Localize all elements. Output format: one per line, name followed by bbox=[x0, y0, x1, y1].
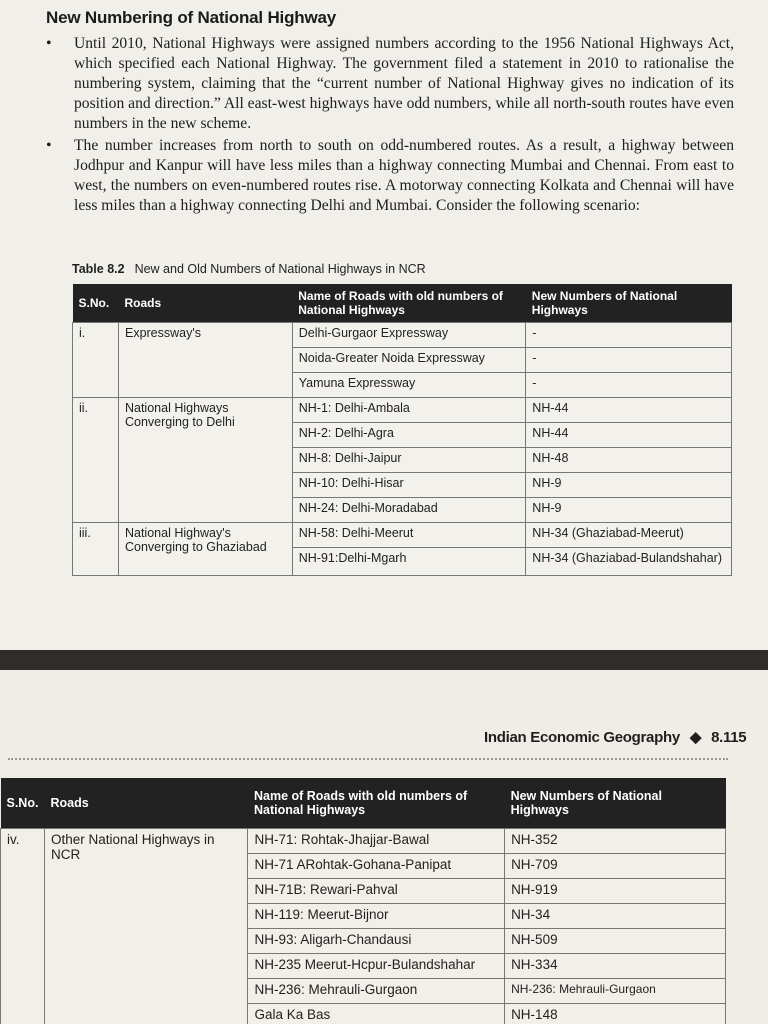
row-sno: iii. bbox=[73, 522, 119, 575]
table-caption bbox=[72, 262, 426, 276]
table-title: New and Old Numbers of National Highways in NCR bbox=[134, 262, 426, 276]
bullet-dot-icon: • bbox=[46, 137, 52, 154]
row-old-name: NH-119: Meerut-Bijnor bbox=[248, 903, 505, 928]
row-old-name: Gala Ka Bas bbox=[248, 1003, 505, 1024]
row-new-number: NH-34 (Ghaziabad-Meerut) bbox=[526, 522, 732, 547]
running-head bbox=[484, 728, 746, 746]
header-new-numbers: New Numbers of National Highways bbox=[505, 778, 726, 828]
row-old-name: NH-71: Rohtak-Jhajjar-Bawal bbox=[248, 828, 505, 853]
page-number: 8.115 bbox=[711, 729, 747, 746]
table-row bbox=[73, 522, 732, 547]
bullet-text: The number increases from north to south on odd-numbered routes. As a result, a highway between Jodhpur and Kanpur will have less miles than a highway connecting Mumbai and Chennai. From east to west, the numbers on even-numbered routes rise. A motorway connecting Kolkata and Chennai will have less miles than a highway connecting Delhi and Mumbai. Consider the following scenario: bbox=[74, 137, 734, 214]
row-road-category: Other National Highways in NCR bbox=[44, 828, 248, 1024]
row-new-number: NH-34 bbox=[505, 903, 726, 928]
diamond-icon: ◆ bbox=[689, 729, 702, 746]
row-old-name: NH-235 Meerut-Hcpur-Bulandshahar bbox=[248, 953, 505, 978]
page-gap bbox=[0, 650, 768, 670]
table-header-row bbox=[1, 778, 726, 828]
bullet-dot-icon: • bbox=[46, 35, 52, 52]
header-sno: S.No. bbox=[73, 284, 119, 322]
dotted-divider bbox=[8, 758, 728, 760]
row-old-name: NH-58: Delhi-Meerut bbox=[292, 522, 526, 547]
row-old-name: NH-71B: Rewari-Pahval bbox=[248, 878, 505, 903]
row-old-name: NH-91:Delhi-Mgarh bbox=[292, 547, 526, 575]
row-sno: ii. bbox=[73, 397, 119, 522]
row-sno: i. bbox=[73, 322, 119, 397]
row-new-number: NH-9 bbox=[526, 472, 732, 497]
row-old-name: NH-93: Aligarh-Chandausi bbox=[248, 928, 505, 953]
table-row bbox=[1, 828, 726, 853]
row-new-number: NH-236: Mehrauli-Gurgaon bbox=[505, 978, 726, 1003]
header-old-names: Name of Roads with old numbers of National Highways bbox=[292, 284, 526, 322]
row-new-number: NH-44 bbox=[526, 397, 732, 422]
header-roads: Roads bbox=[118, 284, 292, 322]
header-roads: Roads bbox=[44, 778, 248, 828]
bullet-list bbox=[44, 34, 734, 218]
header-old-names: Name of Roads with old numbers of National Highways bbox=[248, 778, 505, 828]
section-heading: New Numbering of National Highway bbox=[46, 8, 336, 27]
page-bottom bbox=[0, 670, 768, 1024]
row-new-number: NH-48 bbox=[526, 447, 732, 472]
row-old-name: Delhi-Gurgaor Expressway bbox=[292, 322, 526, 347]
row-new-number: NH-44 bbox=[526, 422, 732, 447]
row-new-number: - bbox=[526, 347, 732, 372]
row-new-number: NH-9 bbox=[526, 497, 732, 522]
row-road-category: National Highways Converging to Delhi bbox=[118, 397, 292, 522]
bullet-item bbox=[44, 136, 734, 216]
row-road-category: National Highway's Converging to Ghaziabad bbox=[118, 522, 292, 575]
row-new-number: - bbox=[526, 372, 732, 397]
row-new-number: NH-709 bbox=[505, 853, 726, 878]
row-old-name: NH-1: Delhi-Ambala bbox=[292, 397, 526, 422]
bullet-item bbox=[44, 34, 734, 134]
row-new-number: NH-352 bbox=[505, 828, 726, 853]
row-old-name: NH-2: Delhi-Agra bbox=[292, 422, 526, 447]
row-old-name: NH-10: Delhi-Hisar bbox=[292, 472, 526, 497]
row-sno: iv. bbox=[1, 828, 45, 1024]
bullet-text: Until 2010, National Highways were assigned numbers according to the 1956 National Highways Act, which specified each National Highway. The government filed a statement in 2010 to rationalise the numbering system, claiming that the “current number of National Highway gives no indication of its position and direction.” All east-west highways have odd numbers, while all north-south routes have even numbers in the new scheme. bbox=[74, 35, 734, 132]
table-row bbox=[73, 322, 732, 347]
table-row bbox=[73, 397, 732, 422]
row-new-number: NH-34 (Ghaziabad-Bulandshahar) bbox=[526, 547, 732, 575]
highway-table bbox=[72, 284, 732, 576]
table-label: Table 8.2 bbox=[72, 262, 125, 276]
highway-table-continued bbox=[0, 778, 726, 1024]
row-old-name: NH-24: Delhi-Moradabad bbox=[292, 497, 526, 522]
header-new-numbers: New Numbers of National Highways bbox=[526, 284, 732, 322]
header-sno: S.No. bbox=[1, 778, 45, 828]
row-old-name: NH-236: Mehrauli-Gurgaon bbox=[248, 978, 505, 1003]
row-old-name: NH-8: Delhi-Jaipur bbox=[292, 447, 526, 472]
row-new-number: - bbox=[526, 322, 732, 347]
row-new-number: NH-334 bbox=[505, 953, 726, 978]
row-new-number: NH-919 bbox=[505, 878, 726, 903]
row-road-category: Expressway's bbox=[118, 322, 292, 397]
row-new-number: NH-509 bbox=[505, 928, 726, 953]
book-title: Indian Economic Geography bbox=[484, 729, 680, 746]
row-old-name: Yamuna Expressway bbox=[292, 372, 526, 397]
table-header-row bbox=[73, 284, 732, 322]
row-old-name: NH-71 ARohtak-Gohana-Panipat bbox=[248, 853, 505, 878]
row-new-number: NH-148 bbox=[505, 1003, 726, 1024]
row-old-name: Noida-Greater Noida Expressway bbox=[292, 347, 526, 372]
